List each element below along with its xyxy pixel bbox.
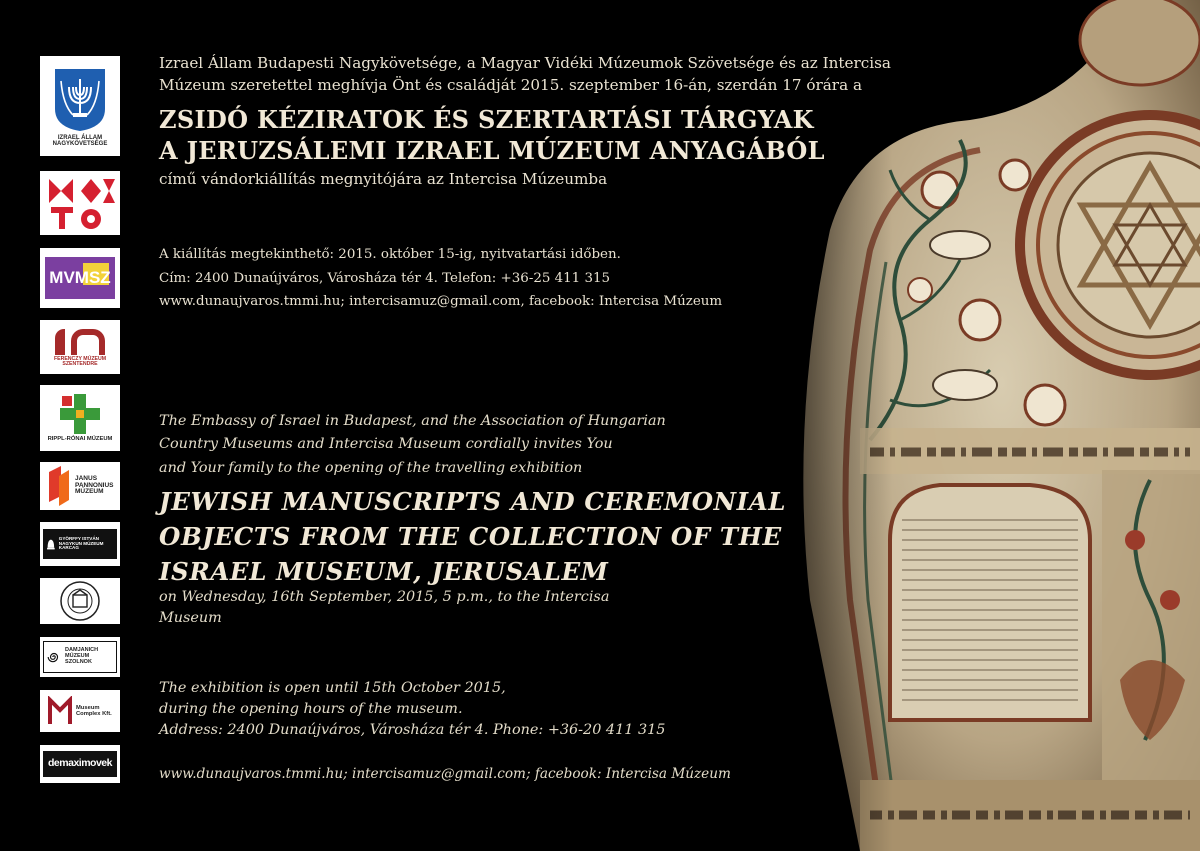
- english-title-line: ISRAEL MUSEUM, JERUSALEM: [159, 557, 609, 586]
- english-date: [159, 587, 609, 629]
- jpm-mark-icon: [47, 466, 71, 506]
- hungarian-intro: [159, 52, 929, 96]
- hungarian-subtitle-line: című vándorkiállítás megnyitójára az Intercisa Múzeumba: [159, 170, 608, 188]
- hungarian-info-address: Cím: 2400 Dunaújváros, Városháza tér 4. Telefon: +36-25 411 315: [159, 270, 611, 286]
- english-intro-line: Country Museums and Intercisa Museum cordially invites You: [159, 436, 613, 453]
- hungarian-info-web[interactable]: www.dunaujvaros.tmmi.hu; intercisamuz@gmail.com, facebook: Intercisa Múzeum: [159, 294, 723, 309]
- bell-icon: [46, 533, 56, 555]
- english-title-line: OBJECTS FROM THE COLLECTION OF THE: [159, 522, 782, 551]
- logo-israel-embassy: [40, 56, 120, 156]
- intercisa-seal-icon: [59, 580, 101, 622]
- logo-label: RIPPL-RÓNAI MÚZEUM: [47, 435, 113, 442]
- english-intro-line: The Embassy of Israel in Budapest, and the Association of Hungarian: [159, 413, 666, 429]
- logo-label: IZRAEL ÁLLAM NAGYKÖVETSÉGE: [52, 134, 108, 147]
- logo-intercisa: [40, 578, 120, 624]
- logo-label: FERENCZY MÚZEUM SZENTENDRE: [53, 355, 107, 367]
- english-date-line: on Wednesday, 16th September, 2015, 5 p.m., to the Intercisa: [159, 589, 610, 605]
- logo-museum-complex: [40, 690, 120, 732]
- geometric-logo-icon: [45, 175, 115, 231]
- logo-red-geometric: [40, 171, 120, 235]
- logo-gyorffy: [40, 522, 120, 566]
- hungarian-info: [159, 243, 722, 314]
- english-web-line[interactable]: www.dunaujvaros.tmmi.hu; intercisamuz@gmail.com; facebook: Intercisa Múzeum: [159, 766, 731, 782]
- english-info-line: The exhibition is open until 15th October 2015,: [159, 680, 506, 696]
- english-title: [159, 484, 786, 589]
- english-info-line: during the opening hours of the museum.: [159, 701, 463, 717]
- logo-label: demaximovek: [48, 757, 112, 770]
- hungarian-intro-line: Izrael Állam Budapesti Nagykövetsége, a Magyar Vidéki Múzeumok Szövetsége és az Intercisa: [159, 54, 891, 72]
- hungarian-info-dates: A kiállítás megtekinthető: 2015. október 15-ig, nyitvatartási időben.: [159, 247, 621, 262]
- logo-damjanich: [40, 637, 120, 677]
- english-date-line: Museum: [159, 610, 222, 626]
- hungarian-intro-line: Múzeum szeretettel meghívja Önt és családját 2015. szeptember 16-án, szerdán 17 órára a: [159, 76, 863, 94]
- hungarian-title-line: A JERUZSÁLEMI IZRAEL MÚZEUM ANYAGÁBÓL: [159, 136, 825, 165]
- israel-emblem-icon: [51, 65, 109, 133]
- hungarian-subtitle: [159, 170, 607, 188]
- hungarian-title: [159, 104, 825, 166]
- spiral-icon: [47, 645, 61, 669]
- hungarian-title-line: ZSIDÓ KÉZIRATOK ÉS SZERTARTÁSI TÁRGYAK: [159, 105, 814, 134]
- logo-label: DAMJANICH MÚZEUM SZOLNOK: [65, 647, 99, 665]
- logo-label: GYÖRFFY ISTVÁN NAGYKUN MÚZEUM KARCAG: [58, 535, 104, 551]
- logo-ferenczy-museum: [40, 320, 120, 374]
- logo-label: JANUS PANNONIUS MÚZEUM: [75, 474, 114, 496]
- logo-janus-pannonius: [40, 462, 120, 510]
- cross-logo-icon: [60, 394, 100, 434]
- english-info: [159, 678, 665, 741]
- english-intro: [159, 410, 666, 480]
- mc-mark-icon: [48, 696, 72, 726]
- fm-mark: [55, 327, 105, 355]
- logo-demaximovek: [40, 745, 120, 783]
- english-info-address: Address: 2400 Dunaújváros, Városháza tér 4. Phone: +36-20 411 315: [159, 722, 666, 738]
- english-title-line: JEWISH MANUSCRIPTS AND CEREMONIAL: [159, 487, 787, 516]
- english-web-contacts[interactable]: [159, 766, 731, 782]
- logo-rippl-ronai: [40, 385, 120, 451]
- english-intro-line: and Your family to the opening of the travelling exhibition: [159, 459, 583, 476]
- logo-mvmsz: [40, 248, 120, 308]
- manuscript-artwork: [790, 0, 1200, 851]
- mvmsz-label: MVMSZ: [49, 268, 111, 288]
- logo-label: Museum Complex Kft.: [76, 704, 112, 717]
